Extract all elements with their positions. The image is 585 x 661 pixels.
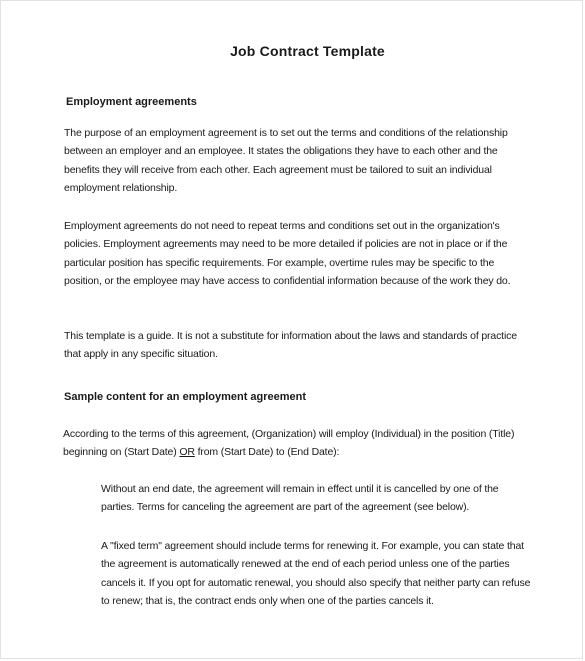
section-heading-sample-content: Sample content for an employment agreement	[64, 391, 307, 403]
document-title: Job Contract Template	[230, 43, 385, 59]
paragraph-agreement-terms	[63, 425, 528, 462]
paragraph-no-end-date: Without an end date, the agreement will remain in effect until it is cancelled by one of the parties. Terms for canceling the agreement are part of the agreement (see below).	[101, 483, 499, 514]
paragraph-purpose: The purpose of an employment agreement is to set out the terms and conditions of the relationship between an employer and an employee. It states the obligations they have to each other and the benefits they will receive from each other. Each agreement must be tailored to suit an individual employment relationship.	[64, 127, 508, 195]
agreement-terms-text-a: According to the terms of this agreement, (Organization) will employ (Individual) in the position (Title) beginning on (Start Date)	[63, 428, 515, 459]
agreement-terms-or: OR	[179, 446, 195, 459]
paragraph-fixed-term: A "fixed term" agreement should include terms for renewing it. For example, you can state that the agreement is automatically renewed at the end of each period unless one of the parties cancels it. If you opt for automatic renewal, you should also specify that neither party can refuse to renew; that is, the contract ends only when one of the parties cancels it.	[101, 540, 531, 608]
paragraph-policies: Employment agreements do not need to repeat terms and conditions set out in the organization's policies. Employment agreements may need to be more detailed if policies are not in place or if the particular position has specific requirements. For example, overtime rules may be specific to the position, or the employee may have access to confidential information because of the work they do.	[64, 220, 511, 288]
paragraph-guide: This template is a guide. It is not a substitute for information about the laws and standards of practice that apply in any specific situation.	[64, 330, 517, 361]
agreement-terms-text-b: from (Start Date) to (End Date):	[197, 446, 340, 459]
section-heading-employment-agreements: Employment agreements	[66, 96, 197, 108]
